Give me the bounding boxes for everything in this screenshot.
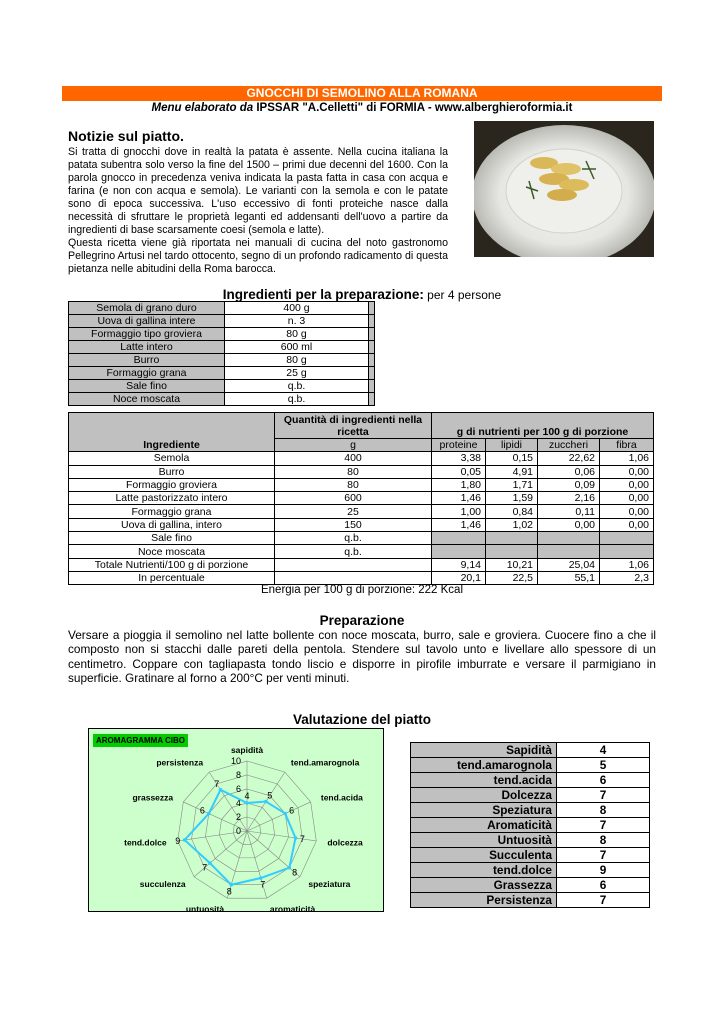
evaluation-value: 7 xyxy=(557,893,650,908)
ingredient-edge xyxy=(369,380,375,393)
total-label: Totale Nutrienti/100 g di porzione xyxy=(69,558,275,571)
evaluation-row xyxy=(411,758,650,773)
radar-data-label: 7 xyxy=(299,833,305,844)
ingredient-qty: 80 g xyxy=(225,328,369,341)
ingredient-qty: q.b. xyxy=(225,380,369,393)
ingredient-name: Formaggio grana xyxy=(69,367,225,380)
nutrition-value: 0,00 xyxy=(600,505,654,518)
nutrition-row xyxy=(69,478,654,491)
evaluation-label: tend.acida xyxy=(411,773,557,788)
col-zuccheri-header: zuccheri xyxy=(538,439,600,452)
evaluation-row xyxy=(411,848,650,863)
col-fibra-header: fibra xyxy=(600,439,654,452)
nutrition-value: 4,91 xyxy=(486,465,538,478)
nutrition-value: 1,46 xyxy=(432,492,486,505)
nutrition-qty: 25 xyxy=(275,505,432,518)
preparation-heading: Preparazione xyxy=(319,613,405,628)
col-lipidi-header: lipidi xyxy=(486,439,538,452)
nutrition-value xyxy=(486,532,538,545)
total-value: 9,14 xyxy=(432,558,486,571)
radar-data-label: 6 xyxy=(199,805,205,816)
ingredient-row xyxy=(69,328,375,341)
evaluation-label: Aromaticità xyxy=(411,818,557,833)
nutrition-row xyxy=(69,518,654,531)
col-unit-header: g xyxy=(275,439,432,452)
evaluation-label: Succulenta xyxy=(411,848,557,863)
notes-paragraph-2: Questa ricetta viene già riportata nei manuali di cucina del noto gastronomo Pellegrino Artusi nel tardo ottocento, segno di un profondo radicamento di questa pietanza nelle abitudini della Roma barocca. xyxy=(68,237,448,275)
ingredients-heading-main: Ingredienti per la preparazione: xyxy=(222,287,424,302)
evaluation-value: 8 xyxy=(557,803,650,818)
evaluation-value: 6 xyxy=(557,773,650,788)
radar-tick-label: 2 xyxy=(235,812,241,822)
ingredient-row xyxy=(69,341,375,354)
nutrition-row xyxy=(69,492,654,505)
notes-text xyxy=(68,146,448,276)
radar-category-label: tend.acida xyxy=(320,792,363,803)
nutrition-qty: 400 xyxy=(275,452,432,465)
evaluation-value: 6 xyxy=(557,878,650,893)
evaluation-value: 8 xyxy=(557,833,650,848)
radar-category-label: dolcezza xyxy=(327,837,363,848)
nutrition-row xyxy=(69,545,654,558)
total-value: 25,04 xyxy=(538,558,600,571)
evaluation-value: 7 xyxy=(557,848,650,863)
evaluation-value: 5 xyxy=(557,758,650,773)
evaluation-label: Grassezza xyxy=(411,878,557,893)
percent-label: In percentuale xyxy=(69,571,275,584)
nutrition-value: 0,00 xyxy=(538,518,600,531)
radar-category-label: tend.amarognola xyxy=(290,757,360,768)
nutrition-value xyxy=(432,532,486,545)
nutrition-value: 22,62 xyxy=(538,452,600,465)
radar-tick-label: 10 xyxy=(230,756,241,766)
evaluation-heading: Valutazione del piatto xyxy=(292,712,432,727)
evaluation-label: tend.amarognola xyxy=(411,758,557,773)
radar-point xyxy=(183,838,187,842)
radar-category-label: aromaticità xyxy=(269,903,316,913)
radar-data-label: 8 xyxy=(226,886,232,897)
radar-data-label: 4 xyxy=(244,791,250,801)
ingredient-row xyxy=(69,302,375,315)
ingredient-row xyxy=(69,367,375,380)
total-value: 1,06 xyxy=(600,558,654,571)
ingredient-name: Uova di gallina intere xyxy=(69,315,225,328)
nutrition-total-row xyxy=(69,558,654,571)
percent-qty-empty xyxy=(275,571,432,584)
ingredients-table xyxy=(68,301,375,406)
evaluation-label: Speziatura xyxy=(411,803,557,818)
nutrition-table xyxy=(68,412,654,585)
radar-category-label: tend.dolce xyxy=(124,837,167,848)
total-qty-empty xyxy=(275,558,432,571)
radar-point xyxy=(208,861,212,865)
page-subtitle xyxy=(62,101,662,115)
radar-point xyxy=(283,812,287,816)
percent-value: 20,1 xyxy=(432,571,486,584)
nutrition-qty: 600 xyxy=(275,492,432,505)
evaluation-value: 4 xyxy=(557,743,650,758)
evaluation-label: tend.dolce xyxy=(411,863,557,878)
ingredient-name: Burro xyxy=(69,354,225,367)
percent-value: 55,1 xyxy=(538,571,600,584)
radar-category-label: sapidità xyxy=(230,744,264,755)
ingredient-edge xyxy=(369,367,375,380)
col-proteine-header: proteine xyxy=(432,439,486,452)
evaluation-value: 7 xyxy=(557,788,650,803)
nutrition-value: 1,80 xyxy=(432,478,486,491)
page-title: GNOCCHI DI SEMOLINO ALLA ROMANA xyxy=(62,86,662,101)
radar-data-label: 9 xyxy=(175,835,181,846)
ingredient-name: Noce moscata xyxy=(69,393,225,406)
ingredient-qty: n. 3 xyxy=(225,315,369,328)
subtitle-source: IPSSAR "A.Celletti" di FORMIA - www.alberghieroformia.it xyxy=(253,102,573,114)
ingredient-name: Latte intero xyxy=(69,341,225,354)
radar-spoke xyxy=(247,831,316,841)
nutrition-value: 0,11 xyxy=(538,505,600,518)
ingredient-qty: 600 ml xyxy=(225,341,369,354)
radar-data-label: 7 xyxy=(260,879,266,890)
nutrition-value xyxy=(486,545,538,558)
radar-data-label: 7 xyxy=(202,862,208,873)
nutrition-value: 1,06 xyxy=(600,452,654,465)
radar-category-label: succulenza xyxy=(139,879,186,890)
ingredient-name: Formaggio tipo groviera xyxy=(69,328,225,341)
ingredient-name: Semola di grano duro xyxy=(69,302,225,315)
evaluation-row xyxy=(411,893,650,908)
radar-point xyxy=(219,788,223,792)
ingredient-row xyxy=(69,354,375,367)
evaluation-row xyxy=(411,743,650,758)
nutrition-value xyxy=(538,545,600,558)
nutrition-ingredient: Burro xyxy=(69,465,275,478)
radar-point xyxy=(207,812,211,816)
nutrition-value: 0,15 xyxy=(486,452,538,465)
percent-value: 22,5 xyxy=(486,571,538,584)
ingredient-edge xyxy=(369,393,375,406)
evaluation-row xyxy=(411,818,650,833)
nutrition-qty: q.b. xyxy=(275,532,432,545)
radar-point xyxy=(245,801,249,805)
radar-data-label: 8 xyxy=(292,867,298,878)
nutrition-value xyxy=(600,545,654,558)
evaluation-label: Untuosità xyxy=(411,833,557,848)
notes-heading: Notizie sul piatto. xyxy=(68,128,184,144)
nutrition-value: 0,05 xyxy=(432,465,486,478)
evaluation-label: Dolcezza xyxy=(411,788,557,803)
radar-tick-label: 0 xyxy=(235,826,241,836)
nutrition-value xyxy=(538,532,600,545)
nutrition-row xyxy=(69,532,654,545)
aroma-radar-chart xyxy=(88,728,384,912)
nutrition-ingredient: Uova di gallina, intero xyxy=(69,518,275,531)
evaluation-row xyxy=(411,773,650,788)
nutrition-value: 0,84 xyxy=(486,505,538,518)
ingredient-row xyxy=(69,380,375,393)
nutrition-ingredient: Semola xyxy=(69,452,275,465)
nutrition-value: 0,00 xyxy=(600,478,654,491)
ingredients-heading xyxy=(0,287,724,302)
ingredient-edge xyxy=(369,315,375,328)
evaluation-value: 9 xyxy=(557,863,650,878)
nutrition-value: 3,38 xyxy=(432,452,486,465)
preparation-text: Versare a pioggia il semolino nel latte bollente con noce moscata, burro, sale e groviera. Cuocere fino a che il composto non si stacchi dalle pareti della pentola. Stendere sul tavolo unto e livellare allo spessore di un centimetro. Coppare con tagliapasta tondo liscio e disporre in pirofile imburrate e versare il parmigiano in superficie. Gratinare al forno a 200°C per venti minuti. xyxy=(68,628,656,685)
radar-svg xyxy=(89,729,385,913)
nutrition-ingredient: Latte pastorizzato intero xyxy=(69,492,275,505)
evaluation-row xyxy=(411,833,650,848)
col-qty-header: Quantità di ingredienti nella ricetta xyxy=(275,413,432,439)
nutrition-qty: 80 xyxy=(275,478,432,491)
ingredient-qty: 25 g xyxy=(225,367,369,380)
nutrition-qty: 150 xyxy=(275,518,432,531)
ingredient-name: Sale fino xyxy=(69,380,225,393)
nutrition-qty: 80 xyxy=(275,465,432,478)
nutrition-ingredient: Noce moscata xyxy=(69,545,275,558)
ingredient-edge xyxy=(369,302,375,315)
radar-data-label: 6 xyxy=(289,805,295,816)
radar-point xyxy=(294,836,298,840)
radar-data-label: 7 xyxy=(214,778,220,789)
col-nutrients-header: g di nutrienti per 100 g di porzione xyxy=(432,413,654,439)
nutrition-ingredient: Sale fino xyxy=(69,532,275,545)
ingredient-qty: 400 g xyxy=(225,302,369,315)
radar-tick-label: 4 xyxy=(235,798,241,808)
ingredient-qty: 80 g xyxy=(225,354,369,367)
ingredient-edge xyxy=(369,354,375,367)
nutrition-value: 0,06 xyxy=(538,465,600,478)
ingredient-edge xyxy=(369,341,375,354)
dish-photo xyxy=(474,121,654,257)
evaluation-row xyxy=(411,863,650,878)
nutrition-value: 0,09 xyxy=(538,478,600,491)
percent-value: 2,3 xyxy=(600,571,654,584)
nutrition-ingredient: Formaggio grana xyxy=(69,505,275,518)
notes-paragraph-1: Si tratta di gnocchi dove in realtà la patata è assente. Nella cucina italiana la patata subentra solo verso la fine del 1500 – primi due decenni del 1600. Con la parola gnocco in precedenza veniva indicata la pasta fatta in casa con acqua e farina (e non con acqua e semola). Le varianti con la semola e con le patate sono di epoca successiva. L'uso eccessivo di fonti proteiche nasce dalla necessità di sfruttare le proprietà leganti ed addensanti dell'uovo a partire da ingredienti di base scarsamente coesi (semola e latte). xyxy=(68,146,448,236)
ingredient-qty: q.b. xyxy=(225,393,369,406)
nutrition-value xyxy=(600,532,654,545)
col-ingredient-header: Ingrediente xyxy=(69,413,275,452)
nutrition-ingredient: Formaggio groviera xyxy=(69,478,275,491)
evaluation-table xyxy=(410,742,650,908)
radar-category-label: speziatura xyxy=(308,879,351,890)
nutrition-value: 1,46 xyxy=(432,518,486,531)
nutrition-value: 1,00 xyxy=(432,505,486,518)
nutrition-value: 0,00 xyxy=(600,492,654,505)
nutrition-qty: q.b. xyxy=(275,545,432,558)
evaluation-row xyxy=(411,788,650,803)
nutrition-row xyxy=(69,452,654,465)
nutrition-row xyxy=(69,505,654,518)
radar-point xyxy=(288,866,292,870)
energy-line: Energia per 100 g di porzione: 222 Kcal xyxy=(260,584,464,596)
ingredient-edge xyxy=(369,328,375,341)
ingredients-heading-suffix: per 4 persone xyxy=(423,288,502,302)
ingredient-row xyxy=(69,393,375,406)
radar-category-label: grassezza xyxy=(132,792,174,803)
radar-category-label: untuosità xyxy=(185,903,225,913)
evaluation-label: Sapidità xyxy=(411,743,557,758)
nutrition-value: 0,00 xyxy=(600,465,654,478)
nutrition-value xyxy=(432,545,486,558)
evaluation-value: 7 xyxy=(557,818,650,833)
nutrition-value: 1,59 xyxy=(486,492,538,505)
nutrition-header-row xyxy=(69,413,654,439)
radar-category-label: persistenza xyxy=(156,757,204,768)
ingredient-row xyxy=(69,315,375,328)
total-value: 10,21 xyxy=(486,558,538,571)
nutrition-value: 0,00 xyxy=(600,518,654,531)
evaluation-label: Persistenza xyxy=(411,893,557,908)
evaluation-row xyxy=(411,803,650,818)
chart-title: AROMAGRAMMA CIBO xyxy=(93,734,188,747)
radar-tick-label: 6 xyxy=(235,784,241,794)
nutrition-value: 1,02 xyxy=(486,518,538,531)
nutrition-row xyxy=(69,465,654,478)
nutrition-value: 1,71 xyxy=(486,478,538,491)
evaluation-row xyxy=(411,878,650,893)
nutrition-value: 2,16 xyxy=(538,492,600,505)
radar-tick-label: 8 xyxy=(235,770,241,780)
radar-data-label: 5 xyxy=(267,790,273,801)
nutrition-percent-row xyxy=(69,571,654,584)
subtitle-italic: Menu elaborato da xyxy=(151,102,254,114)
